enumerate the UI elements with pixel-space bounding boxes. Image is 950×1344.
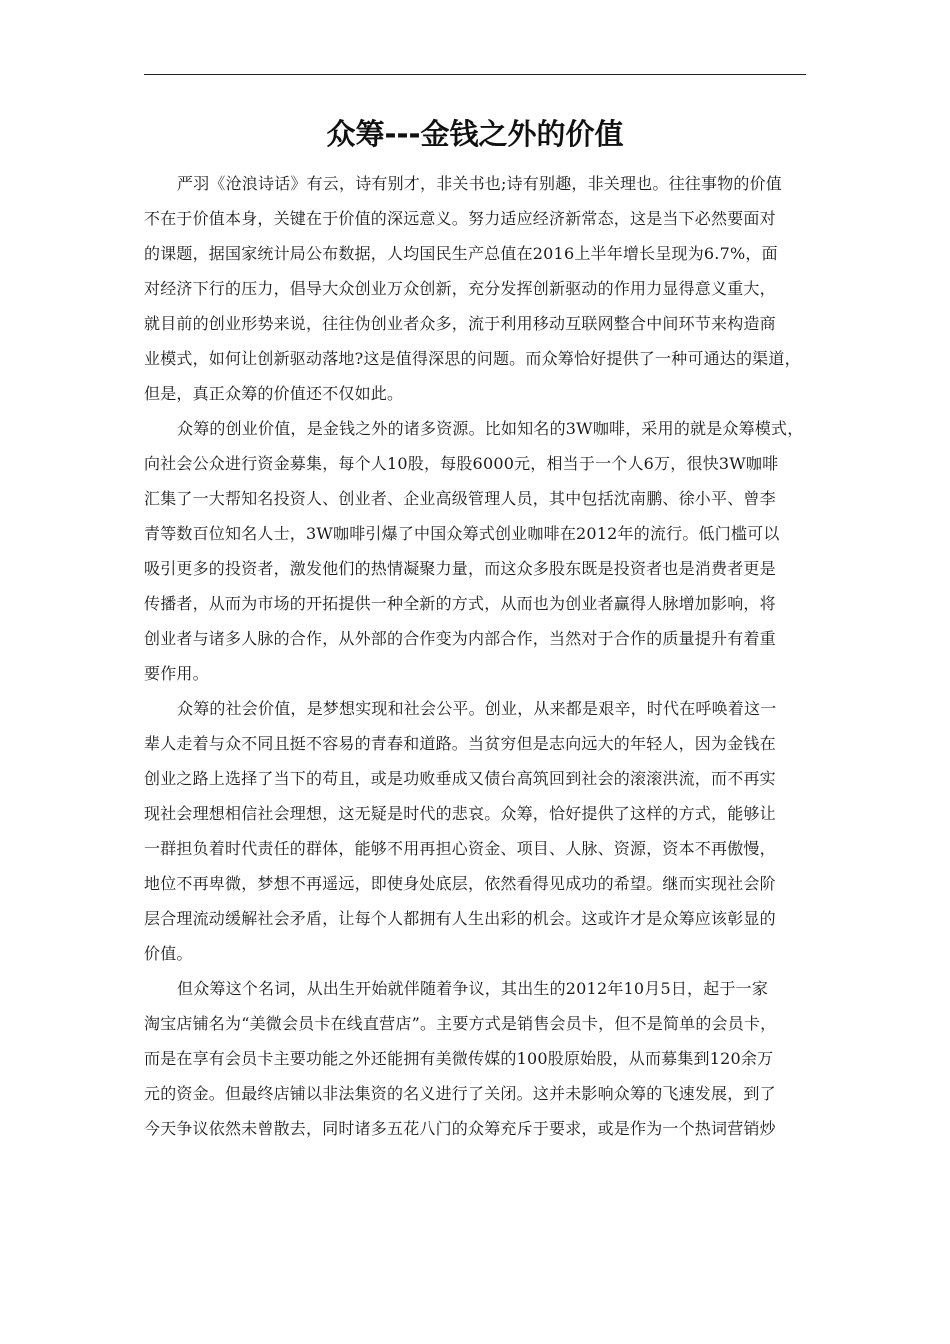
paragraph-1-line-3: 的课题，据国家统计局公布数据，人均国民生产总值在2016上半年增长呈现为6.7%，面: [144, 244, 778, 263]
paragraph-3-line-3: 创业之路上选择了当下的苟且，或是功败垂成又债台高筑回到社会的滚滚洪流，而不再实: [144, 769, 776, 788]
paragraph-3-line-5: 一群担负着时代责任的群体，能够不用再担心资金、项目、人脉、资源，资本不再傲慢，: [144, 839, 776, 858]
paragraph-2-line-3: 汇集了一大帮知名投资人、创业者、企业高级管理人员，其中包括沈南鹏、徐小平、曾李: [144, 489, 776, 508]
paragraph-2-line-1: 众筹的创业价值，是金钱之外的诸多资源。比如知名的3W咖啡，采用的就是众筹模式，: [177, 419, 804, 438]
paragraph-1-line-1: 严羽《沧浪诗话》有云，诗有别才，非关书也;诗有别趣，非关理也。往往事物的价值: [177, 174, 782, 193]
paragraph-3-line-6: 地位不再卑微，梦想不再遥远，即使身处底层，依然看得见成功的希望。继而实现社会阶: [144, 874, 776, 893]
paragraph-3-line-2: 辈人走着与众不同且挺不容易的青春和道路。当贫穷但是志向远大的年轻人，因为金钱在: [144, 734, 776, 753]
paragraph-2-line-8: 要作用。: [144, 664, 209, 683]
paragraph-4-line-1: 但众筹这个名词，从出生开始就伴随着争议，其出生的2012年10月5日，起于一家: [177, 979, 769, 998]
paragraph-2-line-6: 传播者，从而为市场的开拓提供一种全新的方式，从而也为创业者赢得人脉增加影响，将: [144, 594, 776, 613]
paragraph-2-line-5: 吸引更多的投资者，激发他们的热情凝聚力量，而这众多股东既是投资者也是消费者更是: [144, 559, 776, 578]
paragraph-1-line-2: 不在于价值本身，关键在于价值的深远意义。努力适应经济新常态，这是当下必然要面对: [144, 209, 776, 228]
document-body: [144, 166, 816, 1146]
paragraph-4-line-4: 元的资金。但最终店铺以非法集资的名义进行了关闭。这并未影响众筹的飞速发展，到了: [144, 1084, 776, 1103]
paragraph-1-line-4: 对经济下行的压力，倡导大众创业万众创新，充分发挥创新驱动的作用力显得意义重大，: [144, 279, 776, 298]
paragraph-2-line-2: 向社会公众进行资金募集，每个人10股，每股6000元，相当于一个人6万，很快3W咖啡: [144, 454, 779, 473]
paragraph-2-line-4: 青等数百位知名人士，3W咖啡引爆了中国众筹式创业咖啡在2012年的流行。低门槛可以: [144, 524, 780, 543]
paragraph-4-line-3: 而是在享有会员卡主要功能之外还能拥有美微传媒的100股原始股，从而募集到120余万: [144, 1049, 774, 1068]
paragraph-4-line-2: 淘宝店铺名为“美微会员卡在线直营店”。主要方式是销售会员卡，但不是简单的会员卡，: [144, 1014, 777, 1033]
paragraph-3-line-4: 现社会理想相信社会理想，这无疑是时代的悲哀。众筹，恰好提供了这样的方式，能够让: [144, 804, 776, 823]
paragraph-1-line-7: 但是，真正众筹的价值还不仅如此。: [144, 384, 404, 403]
paragraph-2-line-7: 创业者与诸多人脉的合作，从外部的合作变为内部合作，当然对于合作的质量提升有着重: [144, 629, 776, 648]
paragraph-1-line-6: 业模式，如何让创新驱动落地?这是值得深思的问题。而众筹恰好提供了一种可通达的渠道，: [144, 349, 801, 368]
paragraph-3-line-7: 层合理流动缓解社会矛盾，让每个人都拥有人生出彩的机会。这或许才是众筹应该彰显的: [144, 909, 776, 928]
paragraph-3-line-8: 价值。: [144, 944, 193, 963]
header-rule: [144, 74, 806, 75]
paragraph-4-line-5: 今天争议依然未曾散去，同时诸多五花八门的众筹充斥于要求，或是作为一个热词营销炒: [144, 1119, 776, 1138]
paragraph-1-line-5: 就目前的创业形势来说，往往伪创业者众多，流于利用移动互联网整合中间环节来构造商: [144, 314, 776, 333]
paragraph-3-line-1: 众筹的社会价值，是梦想实现和社会公平。创业，从来都是艰辛，时代在呼唤着这一: [177, 699, 777, 718]
document-title: 众筹---金钱之外的价值: [326, 117, 624, 151]
